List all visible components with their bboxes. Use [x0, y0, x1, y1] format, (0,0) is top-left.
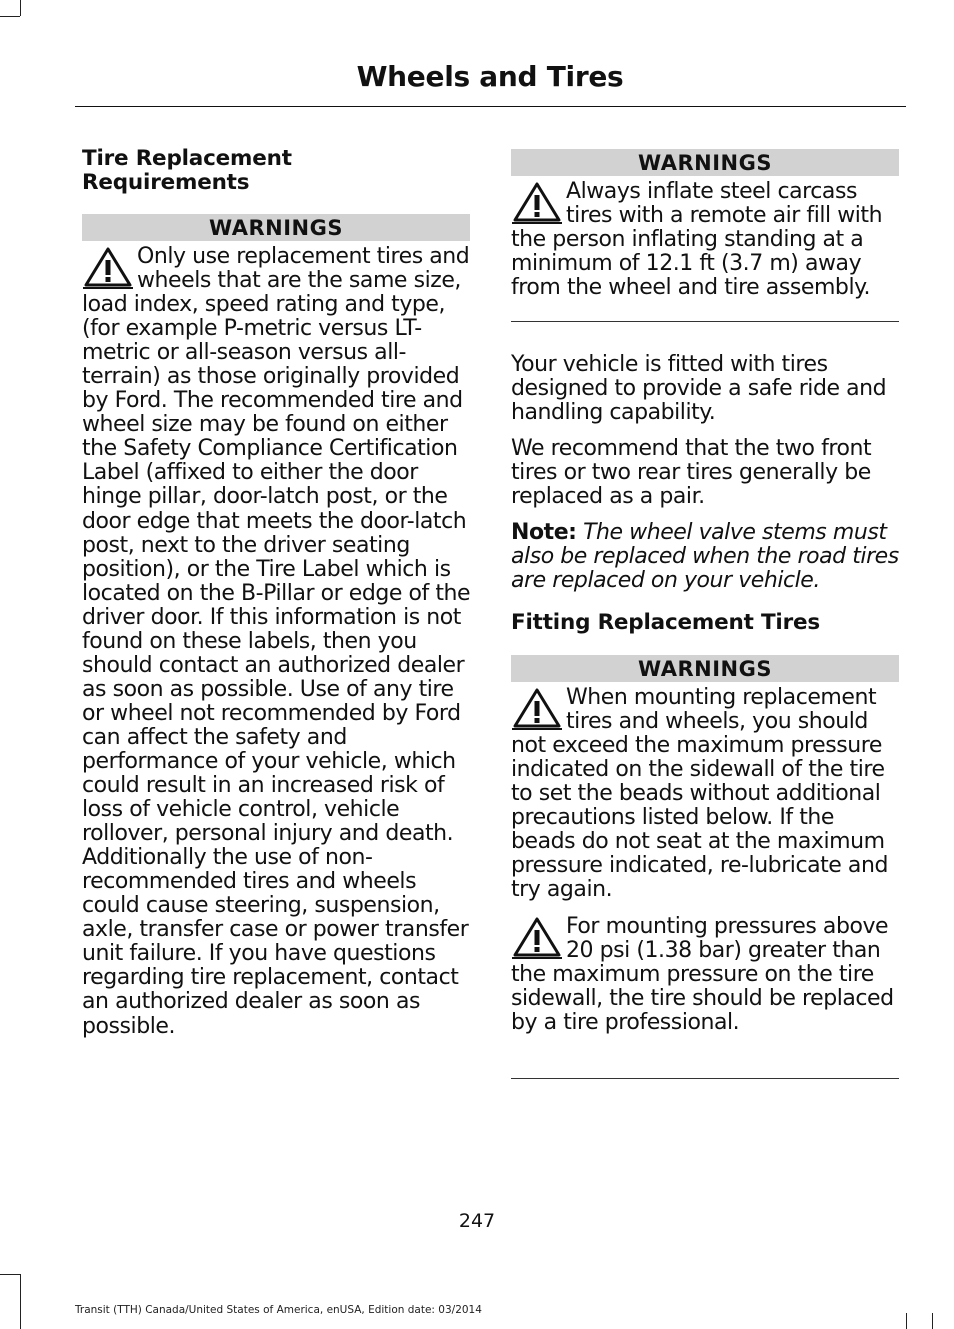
warnings-banner-2: WARNINGS [511, 655, 899, 682]
warning-end-rule-1 [511, 321, 899, 322]
warning-block [82, 245, 474, 1039]
crop-mark-bottom-left-v [20, 1274, 21, 1329]
warning-block-2 [511, 686, 903, 902]
section-title-fitting: Fitting Replacement Tires [511, 610, 820, 635]
paragraph-fitted: Your vehicle is fitted with tires designed to provide a safe ride and handling capability. [511, 352, 887, 426]
crop-mark-bottom-left-h [0, 1274, 20, 1275]
crop-mark-top-left-h [0, 16, 20, 17]
footer-edition: Transit (TTH) Canada/United States of America, enUSA, Edition date: 03/2014 [75, 1304, 482, 1316]
warning-text-replacement: Only use replacement tires and wheels that are the same size, load index, speed rating and type, (for example P-metric versus LT-metric or all-season versus all-terrain) as those originally provided by Ford. The recommended tire and wheel size may be found on either the Safety Compliance Certification Label (affixed to either the door hinge pillar, door-latch post, or the door edge that meets the door-latch post, next to the driver seating position), or the Tire Label which is located on the B-Pillar or edge of the driver door. If this information is not found on these labels, then you should contact an authorized dealer as soon as possible. Use of any tire or wheel not recommended by Ford can affect the safety and performance of your vehicle, which could result in an increased risk of loss of vehicle control, vehicle rollover, personal injury and death. Additionally the use of non-recommended tires and wheels could cause steering, suspension, axle, transfer case or power transfer unit failure. If you have questions regarding tire replacement, contact an authorized dealer as soon as possible. [82, 244, 471, 1039]
header-divider [75, 106, 906, 107]
note [511, 521, 903, 593]
warning-triangle-icon [511, 915, 563, 961]
warnings-banner: WARNINGS [82, 214, 470, 241]
note-label: Note: [511, 520, 577, 545]
section-title-tire-replacement: Tire Replacement Requirements [82, 146, 292, 195]
paragraph-recommend: We recommend that the two front tires or two rear tires generally be replaced as a pair. [511, 436, 872, 510]
warning-triangle-icon [511, 180, 563, 226]
warning-block-1 [511, 180, 903, 300]
warning-triangle-icon [82, 245, 134, 291]
warning-text-inflate: Always inflate steel carcass tires with a remote air fill with the person inflating standing at a minimum of 12.1 ft (3.7 m) away from the wheel and tire assembly. [511, 179, 883, 301]
note-text: The wheel valve stems must also be replaced when the road tires are replaced on your vehicle. [511, 520, 899, 594]
warnings-banner-1: WARNINGS [511, 149, 899, 176]
warning-end-rule-2 [511, 1078, 899, 1079]
page-header-title: Wheels and Tires [356, 60, 624, 93]
page-number: 247 [458, 1210, 496, 1232]
warning-block-3 [511, 915, 903, 1035]
warning-text-mounting: When mounting replacement tires and wheels, you should not exceed the maximum pressure indicated on the sidewall of the tire to set the beads without additional precautions listed below. If the beads do not seat at the maximum pressure indicated, re-lubricate and try again. [511, 685, 888, 903]
crop-mark-bottom-right-2 [932, 1313, 933, 1329]
warning-triangle-icon [511, 686, 563, 732]
crop-mark-bottom-right-1 [906, 1313, 907, 1329]
warning-text-pressures: For mounting pressures above 20 psi (1.38 bar) greater than the maximum pressure on the tire sidewall, the tire should be replaced by a tire professional. [511, 914, 894, 1036]
crop-mark-top-left-v [20, 0, 21, 16]
